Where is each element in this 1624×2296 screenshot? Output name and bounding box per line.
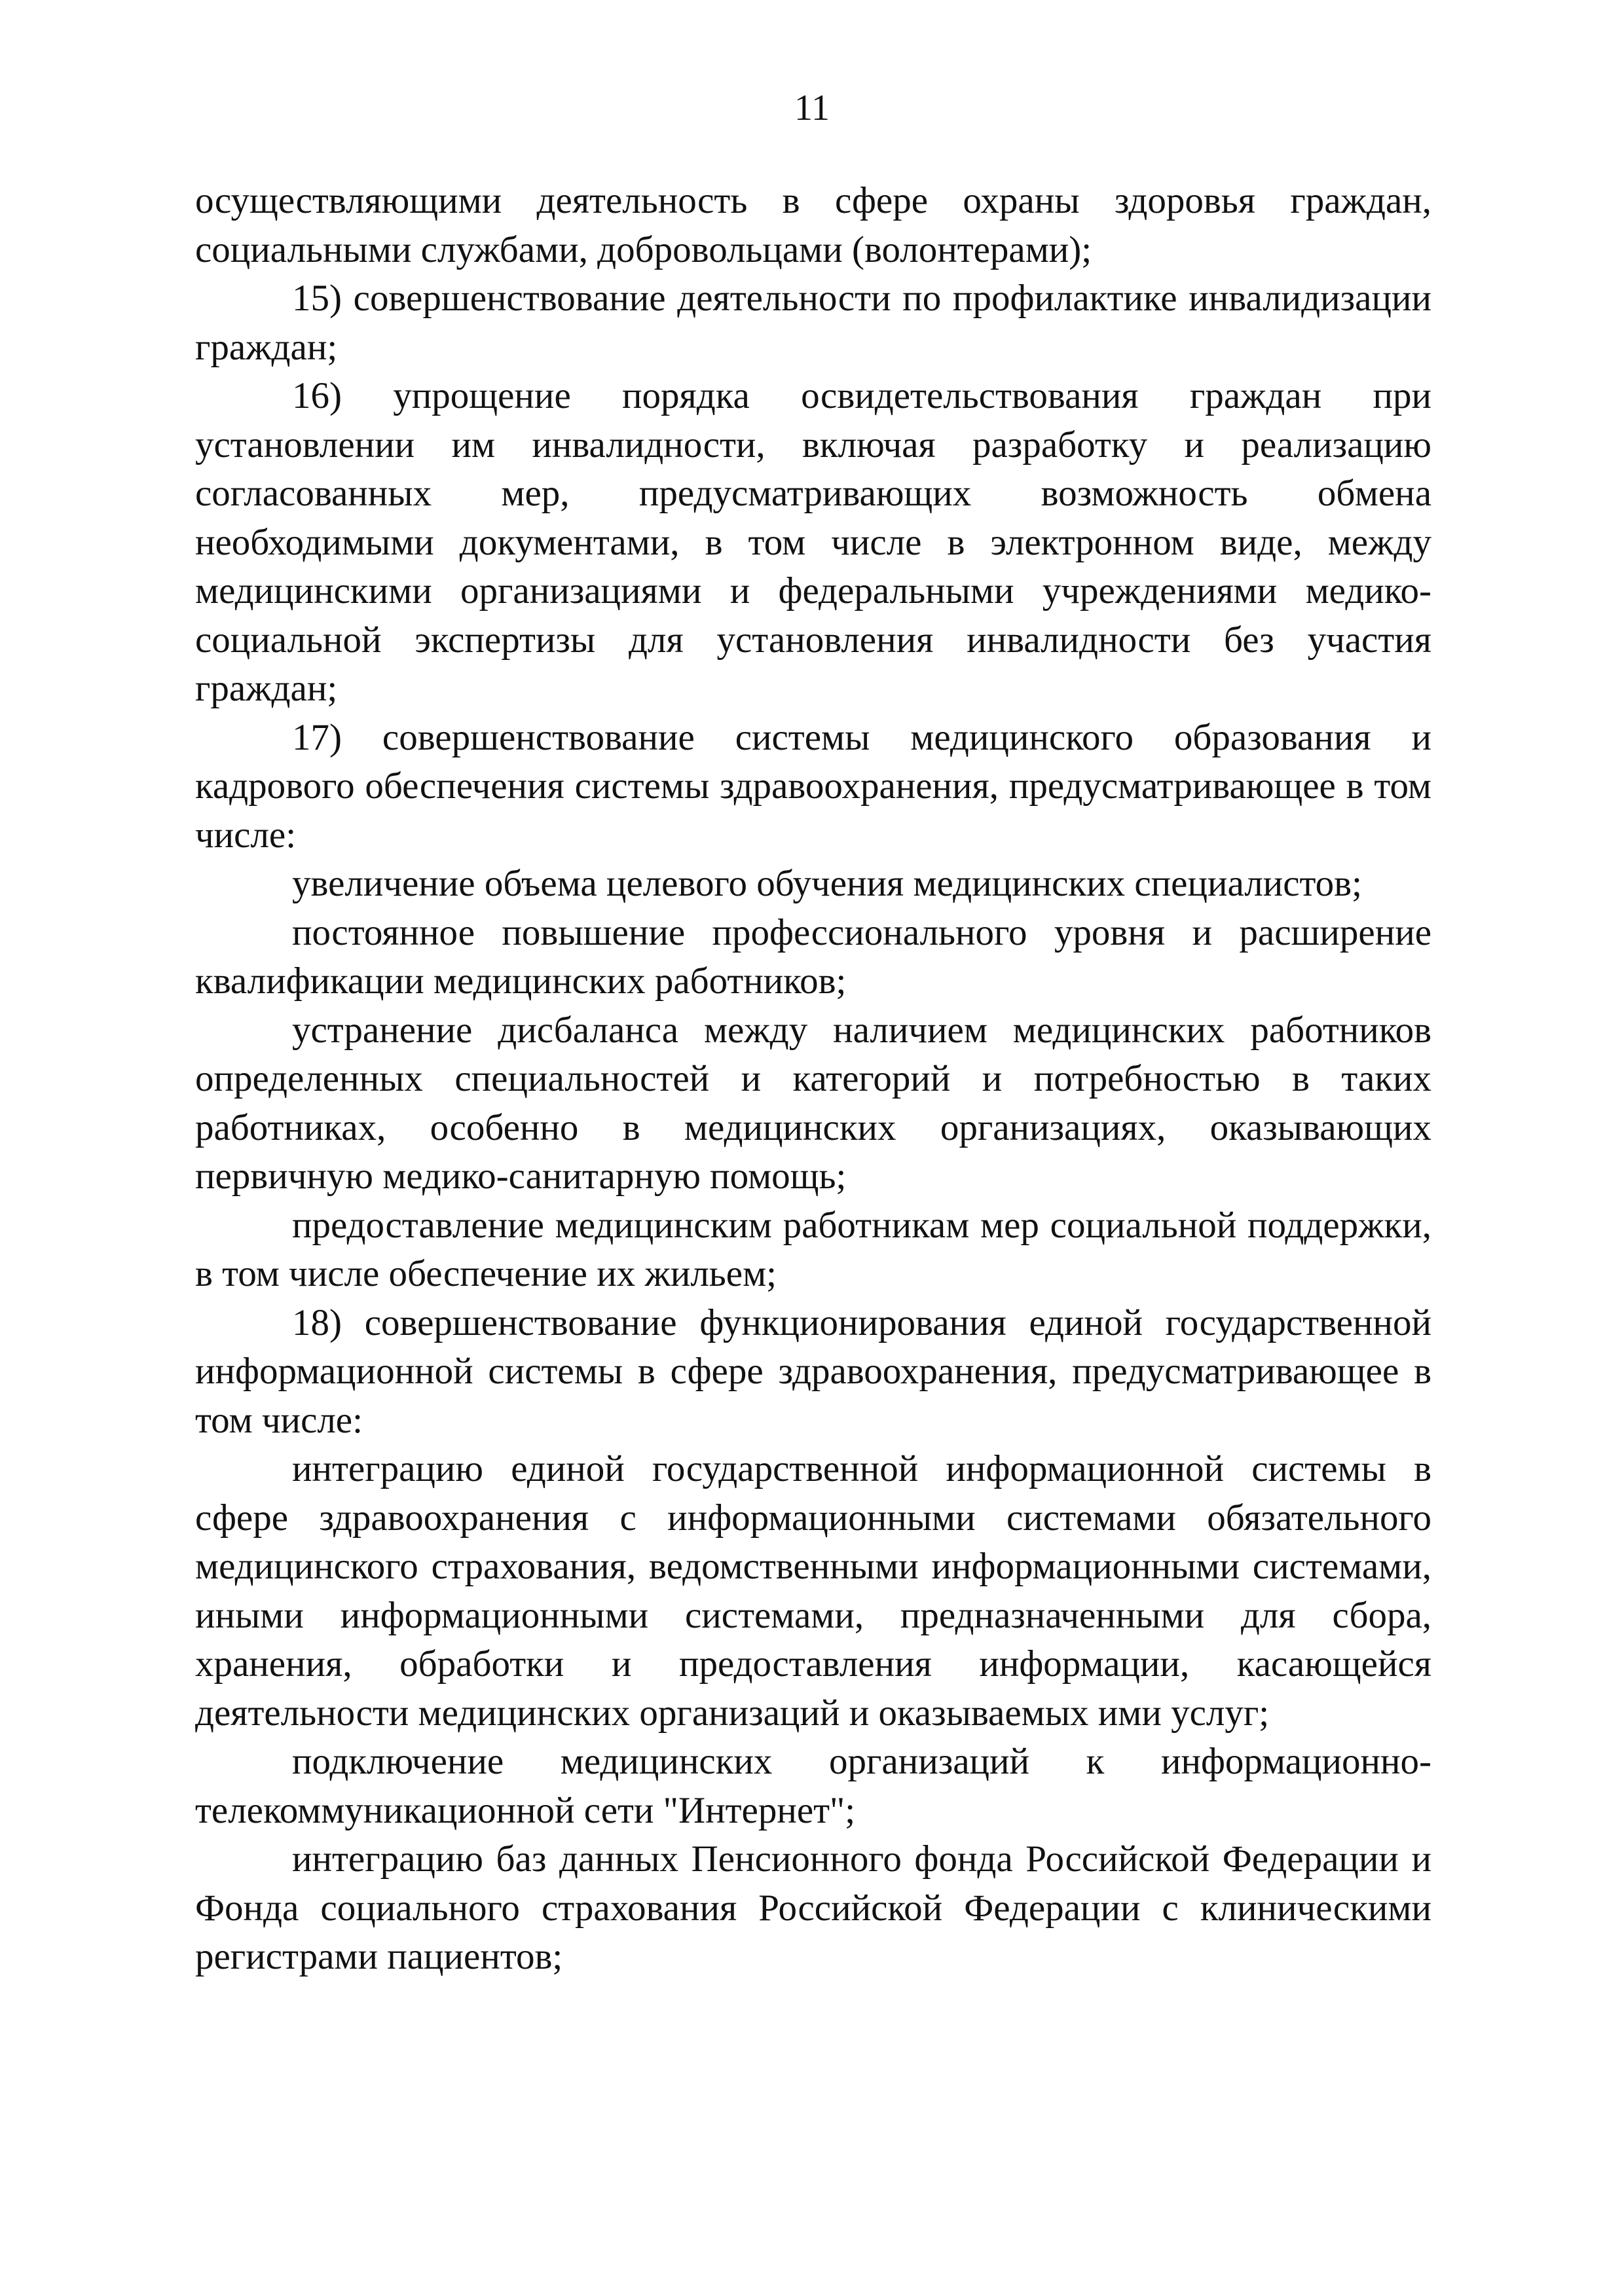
paragraph-sub-item: подключение медицинских организаций к информационно-телекоммуникационной сети "Интернет";: [195, 1741, 1431, 1831]
paragraph-sub-item: интеграцию баз данных Пенсионного фонда Российской Федерации и Фонда социального страхования Российской Федерации с клиническими регистрами пациентов;: [195, 1838, 1431, 1977]
paragraph-sub-item: интеграцию единой государственной информационной системы в сфере здравоохранения с информационными системами обязательного медицинского страхования, ведомственными информационными системами, иными информационными системами, предназначенными для сбора, хранения, обработки и предоставления информации, касающейся деятельности медицинских организаций и оказываемых ими услуг;: [195, 1448, 1431, 1734]
paragraph-sub-item: устранение дисбаланса между наличием медицинских работников определенных специальностей и категорий и потребностью в таких работниках, особенно в медицинских организациях, оказывающих первичную медико-санитарную помощь;: [195, 1009, 1431, 1197]
paragraph-item-16: 16) упрощение порядка освидетельствования граждан при установлении им инвалидности, включая разработку и реализацию согласованных мер, предусматривающих возможность обмена необходимыми документами, в том числе в электронном виде, между медицинскими организациями и федеральными учреждениями медико-социальной экспертизы для установления инвалидности без участия граждан;: [195, 375, 1431, 709]
paragraph-item-17: 17) совершенствование системы медицинского образования и кадрового обеспечения системы здравоохранения, предусматривающее в том числе:: [195, 716, 1431, 856]
paragraph-sub-item: предоставление медицинским работникам мер социальной поддержки, в том числе обеспечение их жильем;: [195, 1204, 1431, 1294]
page-number: 11: [794, 88, 830, 128]
paragraph-sub-item: увеличение объема целевого обучения медицинских специалистов;: [292, 863, 1362, 904]
paragraph-continuation: осуществляющими деятельность в сфере охраны здоровья граждан, социальными службами, добровольцами (волонтерами);: [195, 180, 1431, 270]
document-body: [195, 177, 1431, 1982]
paragraph-item-15: 15) совершенствование деятельности по профилактике инвалидизации граждан;: [195, 278, 1431, 368]
paragraph-sub-item: постоянное повышение профессионального уровня и расширение квалификации медицинских работников;: [195, 911, 1431, 1002]
paragraph-item-18: 18) совершенствование функционирования единой государственной информационной системы в сфере здравоохранения, предусматривающее в том числе:: [195, 1302, 1431, 1441]
